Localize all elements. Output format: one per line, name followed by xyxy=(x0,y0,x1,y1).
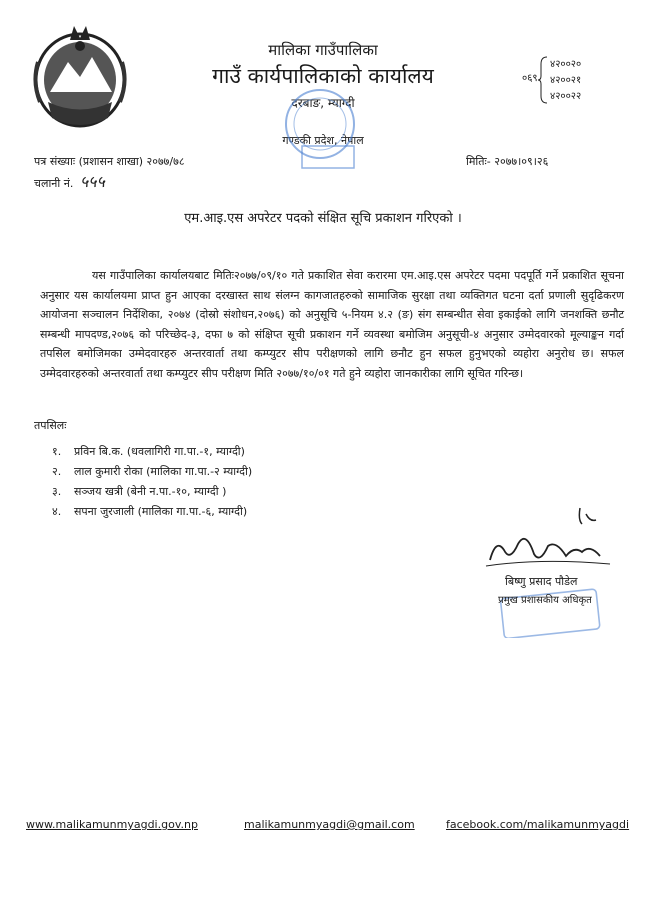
municipality-name: मालिका गाउँपालिका xyxy=(268,41,378,59)
brace-icon xyxy=(538,56,548,104)
list-number: ३. xyxy=(52,485,62,498)
list-item xyxy=(52,444,252,464)
phone-numbers xyxy=(550,57,581,105)
website-link[interactable]: www.malikamunmyagdi.gov.np xyxy=(26,818,198,831)
reference-number xyxy=(34,154,185,169)
letter-date xyxy=(466,154,548,169)
office-stamp-icon xyxy=(262,86,392,178)
tapsil-label: तपसिलः xyxy=(34,419,67,432)
list-item xyxy=(52,484,252,504)
address-line-2: गण्डकी प्रदेश, नेपाल xyxy=(282,134,364,147)
ref-value: (प्रशासन शाखा) २०७७/७८ xyxy=(78,155,185,168)
signatory-name: बिष्णु प्रसाद पौडेल xyxy=(505,575,578,588)
phone-area-code: ०६९ xyxy=(522,73,538,84)
list-number: २. xyxy=(52,465,62,478)
dispatch-number xyxy=(34,170,105,192)
list-item xyxy=(52,464,252,484)
signature-icon xyxy=(470,500,620,580)
list-number: १. xyxy=(52,445,62,458)
candidate-list xyxy=(52,444,252,524)
facebook-link[interactable]: facebook.com/malikamunmyagdi xyxy=(446,818,630,831)
email-link[interactable]: malikamunmyagdi@gmail.com xyxy=(244,818,415,831)
letter-body: यस गाउँपालिका कार्यालयबाट मितिः२०७७/०९/१० गते प्रकाशित सेवा करारमा एम.आइ.एस अपरेटर पदमा पदपूर्ति गर्ने प्रकाशित सूचना अनुसार यस कार्यालयमा प्राप्त हुन आएका दरखास्त साथ संलग्न कागजातहरुको सामाजिक सुरक्षा तथा व्यक्तिगत घटना दर्ता प्रणाली सुदृढिकरण आयोजना सञ्चालन निर्देशिका, २०७४ (दोस्रो संशोधन,२०७६) को अनुसूचि ५-नियम ४.२ (ङ) संग सम्बन्धीत सेवा इकाईको लागि जनशक्ति छनौट सम्बन्धी मापदण्ड,२०७६ को परिच्छेद-३, दफा ७ को संक्षिप्त सूची प्रकाशन गर्ने व्यवस्था बमोजिम अनुसूची-४ अनुसार उम्मेदवारको मूल्याङ्कन गर्दा तपसिल बमोजिमका उम्मेदवारहरु अन्तरवार्ता तथा कम्प्युटर सीप परीक्षणको लागि छनौट हुन सफल हुनुभएको व्यहोरा अनुरोध छ। सफल उम्मेदवारहरुको अन्तरवार्ता तथा कम्प्युटर सीप परीक्षण मिति २०७७/१०/०१ गते हुने व्यहोरा जानकारीका लागि सूचित गरिन्छ। xyxy=(40,269,624,380)
phone-number: ४२००२२ xyxy=(550,91,582,102)
list-number: ४. xyxy=(52,505,62,518)
officer-stamp-icon xyxy=(488,582,608,638)
letter-subject: एम.आइ.एस अपरेटर पदको संक्षित सूचि प्रकाशन गरिएको । xyxy=(184,211,462,226)
ref-label: पत्र संख्याः xyxy=(34,155,76,168)
list-item xyxy=(52,504,252,524)
candidate-name: सपना जुरजाली (मालिका गा.पा.-६, म्याग्दी) xyxy=(74,505,248,518)
signatory-title: प्रमुख प्रशासकीय अधिकृत xyxy=(498,595,592,606)
candidate-name: प्रविन बि.क. (धवलागिरी गा.पा.-१, म्याग्दी) xyxy=(74,445,245,458)
date-value: २०७७।०९।२६ xyxy=(494,155,549,168)
phone-number: ४२००२१ xyxy=(550,75,582,86)
candidate-name: लाल कुमारी रोका (मालिका गा.पा.-२ म्याग्दी) xyxy=(74,465,253,478)
phone-number: ४२००२० xyxy=(550,59,582,70)
dispatch-label: चलानी नं. xyxy=(34,177,74,190)
office-name: गाउँ कार्यपालिकाको कार्यालय xyxy=(212,64,434,88)
date-label: मितिः- xyxy=(466,155,491,168)
address-line-1: दरबाङ, म्याग्दी xyxy=(291,96,355,110)
dispatch-value: ५५५ xyxy=(79,172,105,191)
candidate-name: सञ्जय खत्री (बेनी न.पा.-१०, म्याग्दी ) xyxy=(74,485,227,498)
